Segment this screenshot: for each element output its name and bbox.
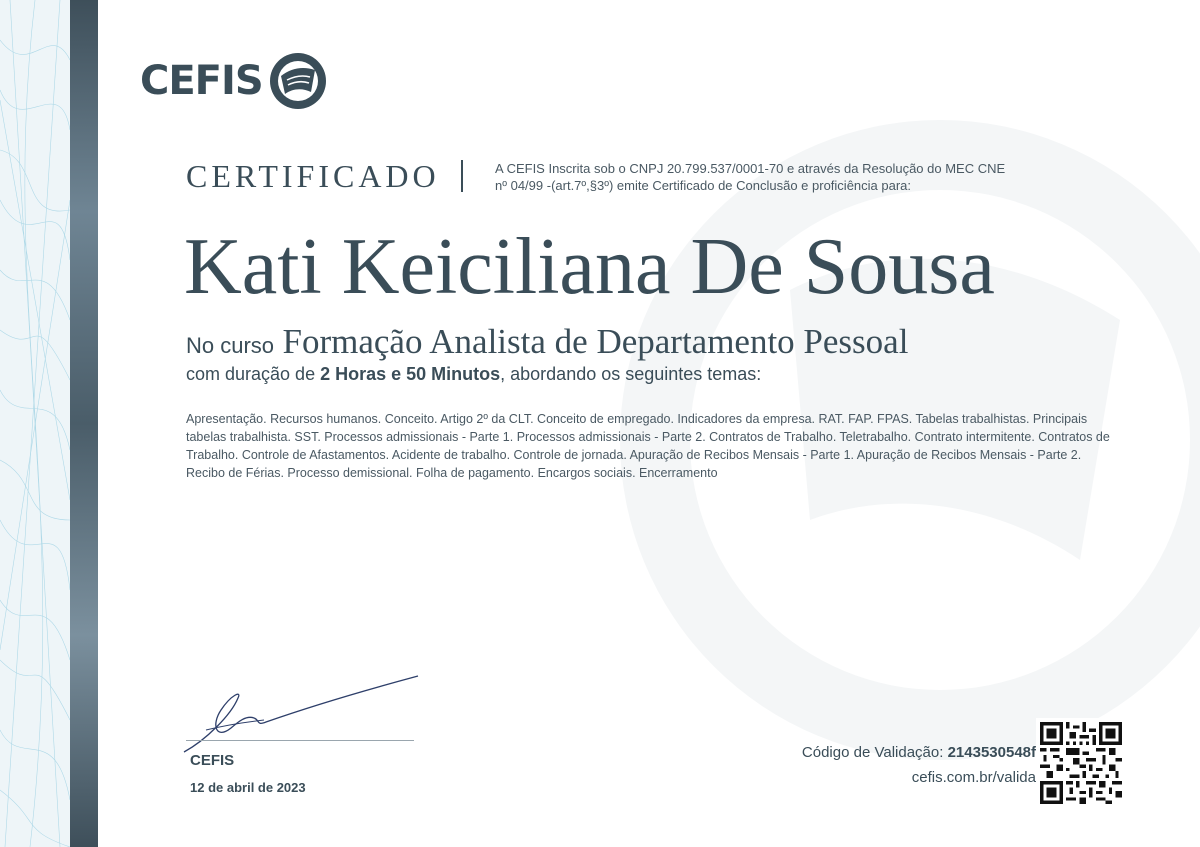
duration-prefix: com duração de [186,364,321,384]
qr-code-icon[interactable] [1040,722,1122,804]
validation-code-line [802,740,1036,765]
duration-suffix: , abordando os seguintes temas: [500,364,762,384]
validation-code: 2143530548f [947,744,1036,761]
side-bar [70,0,98,847]
title-divider [461,160,463,192]
decorative-pattern [0,0,70,847]
course-line [186,322,908,362]
cefis-logo [140,52,327,110]
course-duration [186,364,761,385]
course-name: Formação Analista de Departamento Pessoal [282,322,909,361]
validation-block [802,740,1036,790]
signer-name: CEFIS [190,752,235,769]
recipient-name: Kati Keiciliana De Sousa [184,223,995,311]
course-topics: Apresentação. Recursos humanos. Conceito. Artigo 2º da CLT. Conceito de empregado. Indicadores da empresa. RAT. FAP. FPAS. Tabelas trabalhistas. Principais tabelas trabalhista. SST. Processos admissionais - Parte 1. Processos admissionais - Parte 2. Contratos de Trabalho. Teletrabalho. Contrato intermitente. Contratos de Trabalho. Controle de Afastamentos. Acidente de trabalho. Controle de jornada. Apuração de Recibos Mensais - Parte 1. Apuração de Recibos Mensais - Parte 2. Recibo de Férias. Processo demissional. Folha de pagamento. Encargos sociais. Encerramento [186,412,1110,480]
validation-label: Código de Validação: [801,744,944,761]
certificate-intro: A CEFIS Inscrita sob o CNPJ 20.799.537/0001-70 e através da Resolução do MEC CNE nº 04/99 -(art.7º,§3º) emite Certificado de Conclusão e proficiência para: [495,161,1006,193]
logo-text: CEFIS [140,58,263,104]
certificate-title: CERTIFICADO [186,158,440,194]
issue-date: 12 de abril de 2023 [190,780,306,795]
validation-url[interactable]: cefis.com.br/valida [911,769,1036,786]
signature-image [176,670,426,760]
course-prefix: No curso [186,333,275,358]
cefis-book-logo-icon [269,52,327,110]
duration-value: 2 Horas e 50 Minutos [320,364,501,384]
signature-line [186,740,414,741]
